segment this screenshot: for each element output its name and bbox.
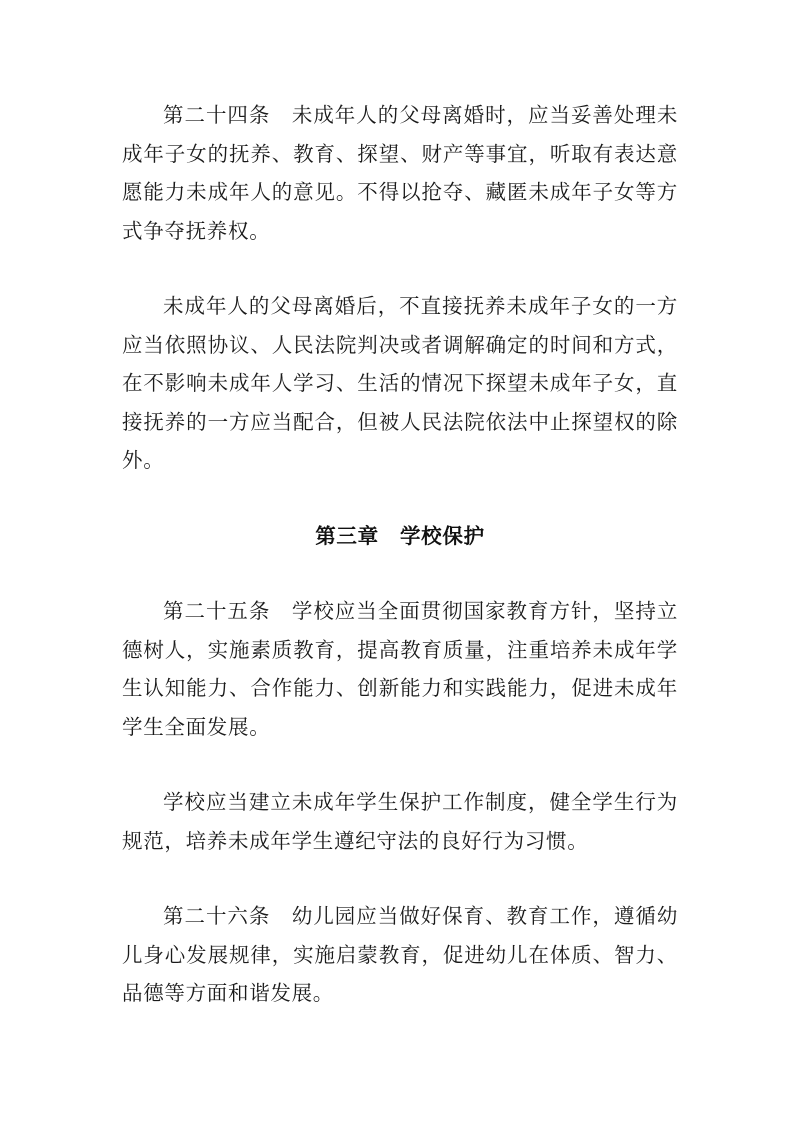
paragraph-gap [122, 746, 678, 783]
paragraph-gap [122, 555, 678, 592]
paragraph-gap [122, 480, 678, 517]
document-body [122, 96, 678, 1013]
article-number: 第二十四条 [163, 103, 271, 127]
article-number: 第二十五条 [163, 599, 271, 623]
paragraph-gap [122, 860, 678, 897]
article-text: 学校应当全面贯彻国家教育方针，坚持立德树人，实施素质教育，提高教育质量，注重培养未成年学生认知能力、合作能力、创新能力和实践能力，促进未成年学生全面发展。 [122, 599, 679, 739]
article-text: 幼儿园应当做好保育、教育工作，遵循幼儿身心发展规律，实施启蒙教育，促进幼儿在体质、智力、品德等方面和谐发展。 [122, 904, 679, 1005]
paragraph-gap [122, 250, 678, 287]
article-26-paragraph [122, 897, 678, 1013]
article-24-paragraph [122, 96, 678, 250]
article-24-paragraph-2 [122, 287, 678, 480]
article-text: 未成年人的父母离婚时，应当妥善处理未成年子女的抚养、教育、探望、财产等事宜，听取有表达意愿能力未成年人的意见。不得以抢夺、藏匿未成年子女等方式争夺抚养权。 [122, 103, 679, 243]
article-text: 学校应当建立未成年学生保护工作制度，健全学生行为规范，培养未成年学生遵纪守法的良好行为习惯。 [122, 790, 678, 853]
chapter-heading: 第三章 学校保护 [315, 523, 485, 548]
article-text: 未成年人的父母离婚后，不直接抚养未成年子女的一方应当依照协议、人民法院判决或者调解确定的时间和方式，在不影响未成年人学习、生活的情况下探望未成年子女，直接抚养的一方应当配合，但被人民法院依法中止探望权的除外。 [122, 294, 678, 472]
article-25-paragraph-2 [122, 783, 678, 860]
article-number: 第二十六条 [163, 904, 271, 928]
article-25-paragraph [122, 592, 678, 746]
